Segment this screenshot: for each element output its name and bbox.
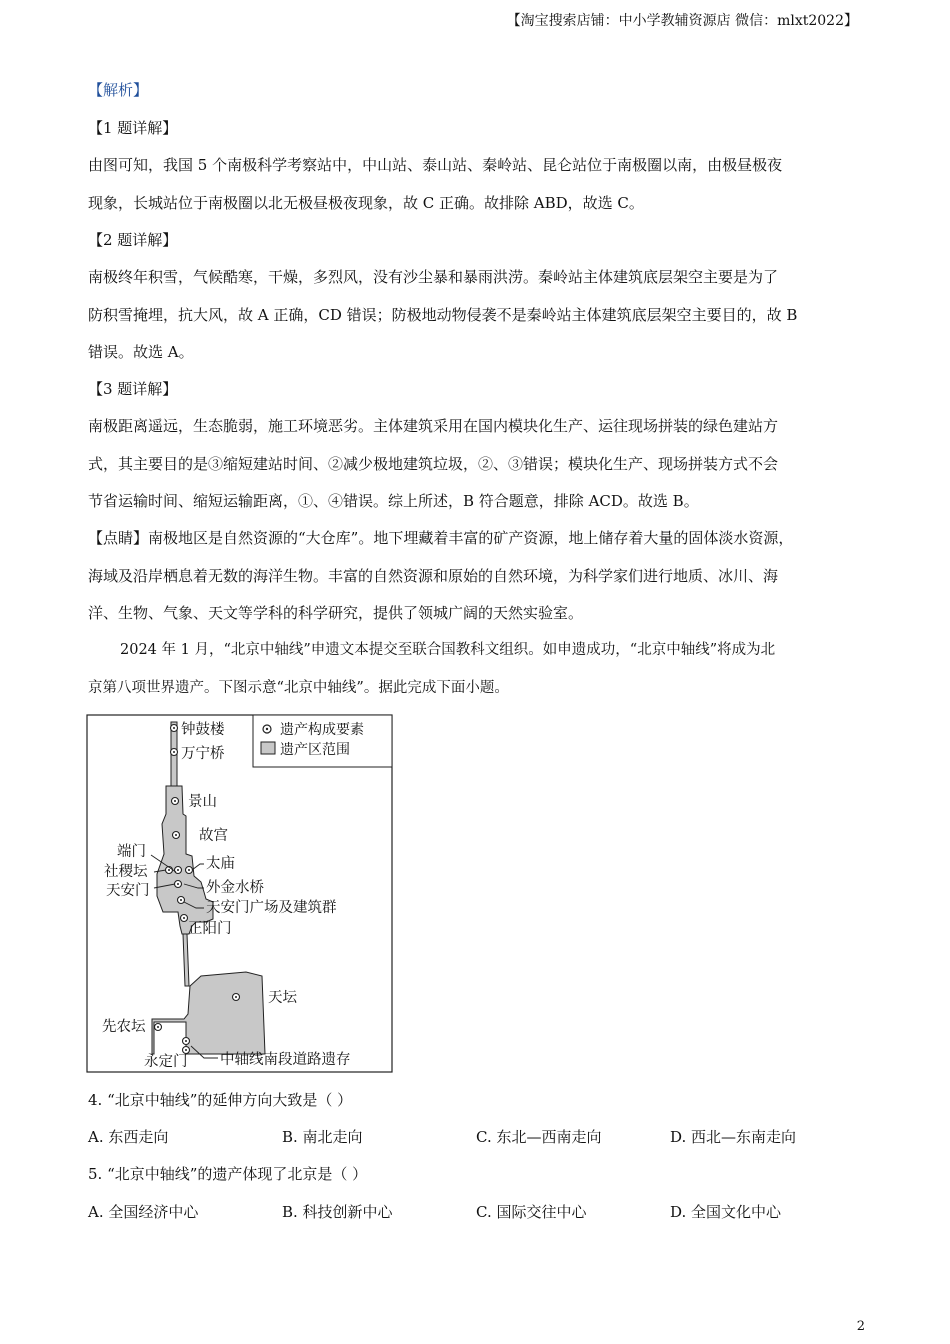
q3-line-3: 节省运输时间、缩短运输距离，①、④错误。综上所述，B 符合题意，排除 ACD。故选 B。 — [88, 492, 699, 510]
label-wanningqiao: 万宁桥 — [181, 746, 225, 762]
q4-option-d[interactable]: D. 西北—东南走向 — [670, 1128, 797, 1146]
page-header: 【淘宝搜索店铺：中小学教辅资源店 微信：mlxt2022】 — [506, 13, 858, 29]
q2-title: 【2 题详解】 — [88, 231, 178, 249]
q4-stem: 4. “北京中轴线”的延伸方向大致是（ ） — [88, 1091, 353, 1109]
q2-line-3: 错误。故选 A。 — [88, 343, 194, 361]
label-yongdingmen: 永定门 — [144, 1054, 188, 1070]
page-number: 2 — [856, 1319, 865, 1334]
label-waijinshuiqiao: 外金水桥 — [206, 880, 264, 896]
label-zhengyangmen: 正阳门 — [188, 921, 232, 937]
q2-line-1: 南极终年积雪，气候酷寒，干燥，多烈风，没有沙尘暴和暴雨洪涝。秦岭站主体建筑底层架空主要是为了 — [88, 268, 779, 286]
intro-line-1: 2024 年 1 月，“北京中轴线”申遗文本提交至联合国教科文组织。如申遗成功，“北京中轴线”将成为北 — [120, 642, 776, 658]
note-line-3: 洋、生物、气象、天文等学科的科学研究，提供了领城广阔的天然实验室。 — [88, 604, 584, 622]
q5-stem: 5. “北京中轴线”的遗产体现了北京是（ ） — [88, 1165, 368, 1183]
legend-area-symbol — [261, 742, 275, 754]
q4-option-b[interactable]: B. 南北走向 — [282, 1128, 363, 1146]
label-jingshan: 景山 — [188, 794, 217, 810]
label-xiannongtan: 先农坛 — [102, 1019, 146, 1035]
q5-option-a[interactable]: A. 全国经济中心 — [88, 1203, 199, 1221]
label-duanmen: 端门 — [117, 844, 146, 860]
label-tiantan: 天坛 — [268, 990, 297, 1006]
q5-option-b[interactable]: B. 科技创新中心 — [282, 1203, 393, 1221]
legend-point-label: 遗产构成要素 — [280, 722, 364, 738]
q5-option-d[interactable]: D. 全国文化中心 — [670, 1203, 782, 1221]
label-zhonggulou: 钟鼓楼 — [181, 722, 225, 738]
q1-line-1: 由图可知，我国 5 个南极科学考察站中，中山站、泰山站、秦岭站、昆仑站位于南极圈以南，由极昼极夜 — [88, 156, 783, 174]
analysis-heading: 【解析】 — [88, 81, 149, 99]
label-tiananmen: 天安门 — [106, 883, 150, 899]
label-guangchang: 天安门广场及建筑群 — [206, 900, 337, 916]
label-shejitan: 社稷坛 — [104, 864, 148, 880]
q3-title: 【3 题详解】 — [88, 380, 178, 398]
q3-line-1: 南极距离遥远，生态脆弱，施工环境恶劣。主体建筑采用在国内模块化生产、运往现场拼装的绿色建站方 — [88, 417, 779, 435]
label-gugong: 故宫 — [199, 828, 228, 844]
label-taimiao: 太庙 — [206, 856, 235, 872]
q4-option-a[interactable]: A. 东西走向 — [88, 1128, 169, 1146]
q4-option-c[interactable]: C. 东北—西南走向 — [476, 1128, 602, 1146]
label-nanduan: 中轴线南段道路遗存 — [220, 1052, 351, 1068]
axis-map — [86, 714, 394, 1074]
q1-line-2: 现象，长城站位于南极圈以北无极昼极夜现象，故 C 正确。故排除 ABD，故选 C。 — [88, 194, 644, 212]
note-line-1: 【点睛】南极地区是自然资源的“大仓库”。地下埋藏着丰富的矿产资源，地上储存着大量的固体淡水资源， — [88, 529, 794, 547]
intro-line-2: 京第八项世界遗产。下图示意“北京中轴线”。据此完成下面小题。 — [88, 680, 509, 696]
legend — [253, 715, 392, 767]
q1-title: 【1 题详解】 — [88, 119, 178, 137]
q2-line-2: 防积雪掩埋，抗大风，故 A 正确，CD 错误；防极地动物侵袭不是秦岭站主体建筑底层架空主要目的，故 B — [88, 306, 798, 324]
legend-area-label: 遗产区范围 — [280, 742, 350, 758]
note-line-2: 海域及沿岸栖息着无数的海洋生物。丰富的自然资源和原始的自然环境，为科学家们进行地质、冰川、海 — [88, 567, 779, 585]
q3-line-2: 式，其主要目的是③缩短建站时间、②减少极地建筑垃圾，②、③错误；模块化生产、现场拼装方式不会 — [88, 455, 779, 473]
q5-option-c[interactable]: C. 国际交往中心 — [476, 1203, 587, 1221]
